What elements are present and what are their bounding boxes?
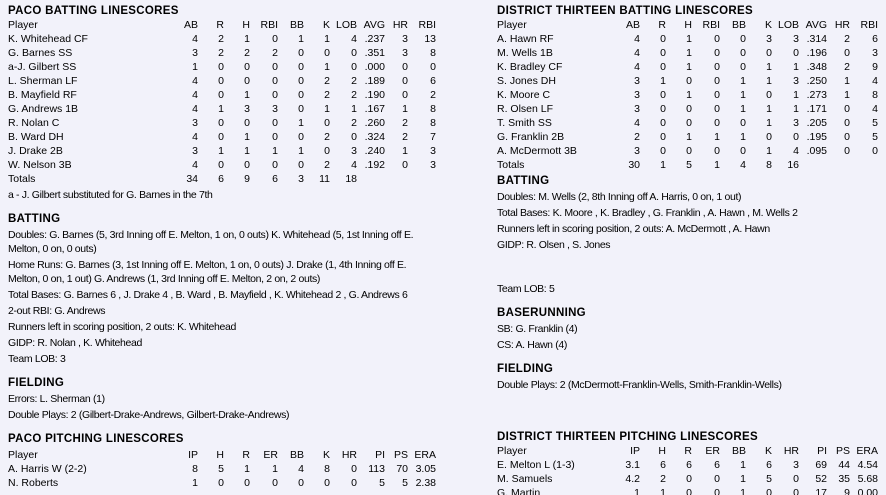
substitution-footnote: a - J. Gilbert substituted for G. Barnes in the 7th: [8, 189, 213, 201]
table-row: Totals 30 1 5 1 4 8 16: [497, 159, 799, 171]
col-header: H: [684, 19, 692, 31]
stat-line: Doubles: G. Barnes (5, 3rd Inning off E. Melton, 1 on, 0 outs) K. Whitehead (5, 1st Inning off E. Melton, 0 on, 0 outs): [8, 229, 414, 255]
table-row: M. Wells 1B 4 0 1 0 0 0 0 .196 0 3: [497, 47, 878, 59]
col-header: IP: [630, 445, 640, 457]
col-header: AVG: [363, 19, 385, 31]
col-header: BB: [731, 445, 746, 457]
col-header: K: [322, 449, 330, 461]
col-header: PI: [817, 445, 827, 457]
right-batting-linescores-title: DISTRICT THIRTEEN BATTING LINESCORES: [497, 5, 753, 17]
col-header: H: [216, 449, 224, 461]
stat-line: 2-out RBI: G. Andrews: [8, 305, 106, 317]
table-header-row: [497, 444, 878, 458]
table-row: E. Melton L (1-3) 3.1 6 6 6 1 6 3 69 44 4.54: [497, 459, 878, 471]
right-fielding-section-title: FIELDING: [497, 363, 554, 375]
col-header: HR: [341, 449, 357, 461]
stat-line: SB: G. Franklin (4): [497, 323, 578, 335]
stat-line: Home Runs: G. Barnes (3, 1st Inning off E. Melton, 1 on, 0 outs) J. Drake (1, 4th Inning off E. Melton, 0 on, 1 out) G. Andrews (1, 3rd Inning off E. Melton, 2 on, 2 outs): [8, 259, 407, 285]
table-row: K. Bradley CF 4 0 1 0 0 1 1 .348 2 9: [497, 61, 878, 73]
stat-line: Runners left in scoring position, 2 outs: A. McDermott , A. Hawn: [497, 223, 770, 235]
col-header: AVG: [805, 19, 827, 31]
table-row: G. Franklin 2B 2 0 1 1 1 0 0 .195 0 5: [497, 131, 878, 143]
col-header: RBI: [702, 19, 720, 31]
col-header: AB: [625, 19, 640, 31]
table-row: a-J. Gilbert SS 1 0 0 0 0 1 0 .000 0 0: [8, 61, 436, 73]
table-row: W. Nelson 3B 4 0 0 0 0 2 4 .192 0 3: [8, 159, 436, 171]
col-header: PS: [835, 445, 850, 457]
table-row: Totals 34 6 9 6 3 11 18: [8, 173, 357, 185]
col-header: K: [764, 19, 772, 31]
col-header: ER: [705, 445, 720, 457]
table-row: R. Nolan C 3 0 0 0 1 0 2 .260 2 8: [8, 117, 436, 129]
table-header-row: [8, 448, 436, 462]
table-row: K. Moore C 3 0 1 0 1 0 1 .273 1 8: [497, 89, 878, 101]
col-header: BB: [289, 449, 304, 461]
col-header: ER: [263, 449, 278, 461]
left-pitching-table: [8, 448, 436, 490]
col-header: BB: [289, 19, 304, 31]
table-row: A. Hawn RF 4 0 1 0 0 3 3 .314 2 6: [497, 33, 878, 45]
stat-line: Double Plays: 2 (Gilbert-Drake-Andrews, Gilbert-Drake-Andrews): [8, 409, 290, 421]
table-row: B. Ward DH 4 0 1 0 0 2 0 .324 2 7: [8, 131, 436, 143]
stat-line: Runners left in scoring position, 2 outs: K. Whitehead: [8, 321, 236, 333]
table-row: A. Harris W (2-2) 8 5 1 1 4 8 0 113 70 3.05: [8, 463, 436, 475]
col-header: AB: [183, 19, 198, 31]
stat-line: CS: A. Hawn (4): [497, 339, 568, 351]
team-lob-line: Team LOB: 5: [497, 283, 555, 295]
table-row: J. Drake 2B 3 1 1 1 1 0 3 .240 1 3: [8, 145, 436, 157]
right-baserunning-notes: [497, 322, 878, 352]
stat-line: GIDP: R. Olsen , S. Jones: [497, 239, 611, 251]
left-pitching-linescores-title: PACO PITCHING LINESCORES: [8, 433, 184, 445]
left-team-column: [8, 4, 436, 490]
table-row: N. Roberts 1 0 0 0 0 0 0 5 5 2.38: [8, 477, 436, 489]
col-header: LOB: [777, 19, 799, 31]
col-header: HR: [392, 19, 408, 31]
col-header-player: Player: [8, 449, 38, 461]
left-fielding-notes: [8, 392, 436, 422]
col-header: LOB: [335, 19, 357, 31]
table-row: B. Mayfield RF 4 0 1 0 0 2 2 .190 0 2: [8, 89, 436, 101]
col-header: R: [216, 19, 224, 31]
stat-line: Double Plays: 2 (McDermott-Franklin-Wells, Smith-Franklin-Wells): [497, 379, 782, 391]
col-header: R: [684, 445, 692, 457]
col-header: IP: [188, 449, 198, 461]
col-header: HR: [783, 445, 799, 457]
col-header: H: [658, 445, 666, 457]
col-header: PI: [375, 449, 385, 461]
col-header: RBI: [418, 19, 436, 31]
table-row: S. Jones DH 3 1 0 0 1 1 3 .250 1 4: [497, 75, 878, 87]
col-header: K: [322, 19, 330, 31]
stat-line: Team LOB: 3: [8, 353, 66, 365]
left-batting-notes: [8, 228, 436, 366]
table-row: K. Whitehead CF 4 2 1 0 1 1 4 .237 3 13: [8, 33, 436, 45]
col-header: RBI: [860, 19, 878, 31]
table-row: G. Andrews 1B 4 1 3 3 0 1 1 .167 1 8: [8, 103, 436, 115]
left-batting-linescores-title: PACO BATTING LINESCORES: [8, 5, 179, 17]
table-row: M. Samuels 4.2 2 0 0 1 5 0 52 35 5.68: [497, 473, 878, 485]
left-fielding-section-title: FIELDING: [8, 377, 65, 389]
right-pitching-linescores-title: DISTRICT THIRTEEN PITCHING LINESCORES: [497, 431, 758, 443]
col-header: H: [242, 19, 250, 31]
right-fielding-notes: [497, 378, 878, 392]
right-batting-section-title: BATTING: [497, 175, 550, 187]
stat-line: Errors: L. Sherman (1): [8, 393, 105, 405]
col-header: HR: [834, 19, 850, 31]
table-row: L. Sherman LF 4 0 0 0 0 2 2 .189 0 6: [8, 75, 436, 87]
col-header: RBI: [260, 19, 278, 31]
col-header: PS: [393, 449, 408, 461]
stat-line: Total Bases: G. Barnes 6 , J. Drake 4 , B. Ward , B. Mayfield , K. Whitehead 2 , G. Andrews 6: [8, 289, 408, 301]
table-row: T. Smith SS 4 0 0 0 0 1 3 .205 0 5: [497, 117, 878, 129]
stat-line: GIDP: R. Nolan , K. Whitehead: [8, 337, 142, 349]
col-header: K: [764, 445, 772, 457]
left-batting-section-title: BATTING: [8, 213, 61, 225]
table-header-row: [8, 18, 436, 32]
left-batting-table: [8, 18, 436, 186]
table-row: A. McDermott 3B 3 0 0 0 0 1 4 .095 0 0: [497, 145, 878, 157]
col-header: BB: [731, 19, 746, 31]
table-row: G. Barnes SS 3 2 2 2 0 0 0 .351 3 8: [8, 47, 436, 59]
stat-line: Total Bases: K. Moore , K. Bradley , G. Franklin , A. Hawn , M. Wells 2: [497, 207, 798, 219]
table-row: R. Olsen LF 3 0 0 0 1 1 1 .171 0 4: [497, 103, 878, 115]
col-header: R: [658, 19, 666, 31]
stat-line: Doubles: M. Wells (2, 8th Inning off A. Harris, 0 on, 1 out): [497, 191, 742, 203]
col-header-player: Player: [497, 19, 527, 31]
right-batting-table: [497, 18, 878, 172]
right-team-column: [497, 4, 878, 495]
col-header: ERA: [856, 445, 878, 457]
right-baserunning-section-title: BASERUNNING: [497, 307, 586, 319]
col-header-player: Player: [8, 19, 38, 31]
right-batting-notes: [497, 190, 878, 252]
col-header: R: [242, 449, 250, 461]
right-pitching-table: [497, 444, 878, 495]
col-header-player: Player: [497, 445, 527, 457]
col-header: ERA: [414, 449, 436, 461]
table-row: G. Martin 1 1 0 0 1 0 0 17 9 0.00: [497, 487, 878, 495]
table-header-row: [497, 18, 878, 32]
